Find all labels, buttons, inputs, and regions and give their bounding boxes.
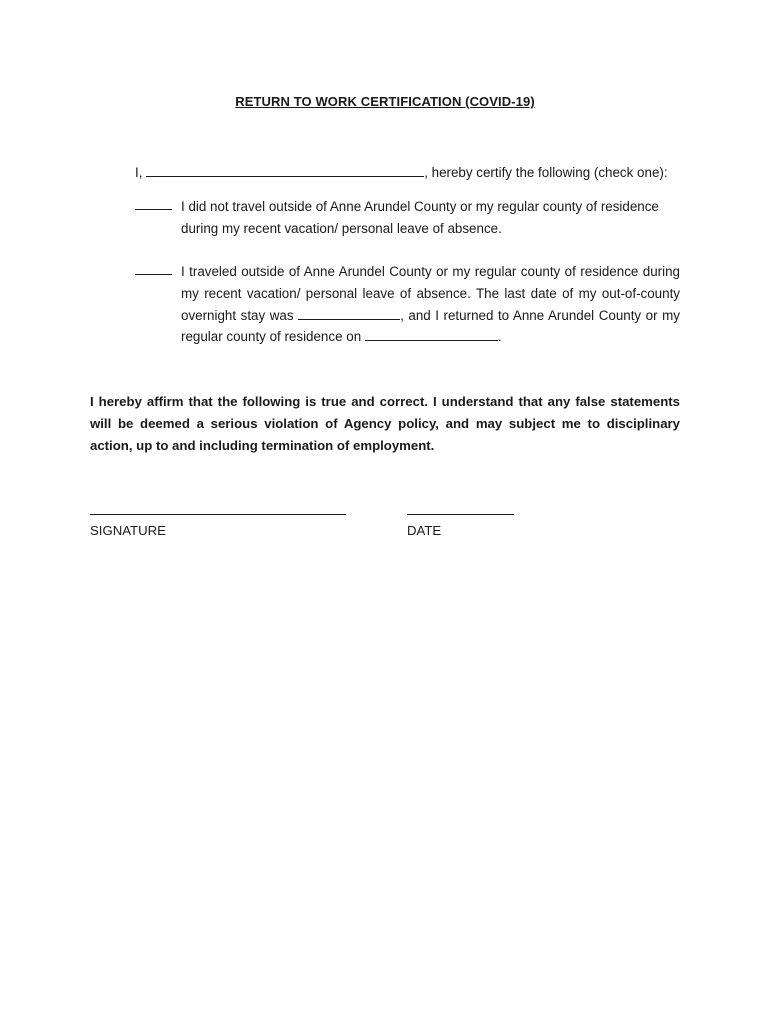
form-title: RETURN TO WORK CERTIFICATION (COVID-19) bbox=[235, 94, 535, 109]
date-line[interactable] bbox=[407, 514, 514, 515]
certify-suffix: , hereby certify the following (check one): bbox=[424, 165, 668, 180]
name-blank-field[interactable] bbox=[146, 165, 424, 177]
option-2-text-part1: I traveled outside of Anne Arundel County or my regular county of residence during my recent vacation/ personal leave of absence. The last date of my out-of-county overnight stay was bbox=[181, 264, 680, 323]
last-date-blank-field[interactable] bbox=[298, 308, 400, 320]
affirmation-paragraph: I hereby affirm that the following is true and correct. I understand that any false statements will be deemed a serious violation of Agency policy, and may subject me to disciplinary action, up to and including termination of employment. bbox=[90, 394, 680, 453]
option-2-text bbox=[181, 261, 680, 348]
option-1-text: I did not travel outside of Anne Arundel County or my regular county of residence during my recent vacation/ personal leave of absence. bbox=[181, 199, 659, 236]
signature-line[interactable] bbox=[90, 514, 346, 515]
signature-label: SIGNATURE bbox=[90, 523, 166, 538]
return-date-blank-field[interactable] bbox=[365, 329, 498, 341]
option-2-checkbox-blank[interactable] bbox=[135, 262, 172, 278]
date-label: DATE bbox=[407, 523, 442, 538]
option-2-text-part2: , and I returned to Anne Arundel County or my regular county of residence on bbox=[181, 307, 680, 345]
certify-prefix: I, bbox=[135, 165, 143, 180]
option-1-checkbox-blank[interactable] bbox=[135, 197, 172, 213]
certify-statement bbox=[135, 165, 668, 180]
option-2-text-part3: . bbox=[497, 329, 502, 345]
